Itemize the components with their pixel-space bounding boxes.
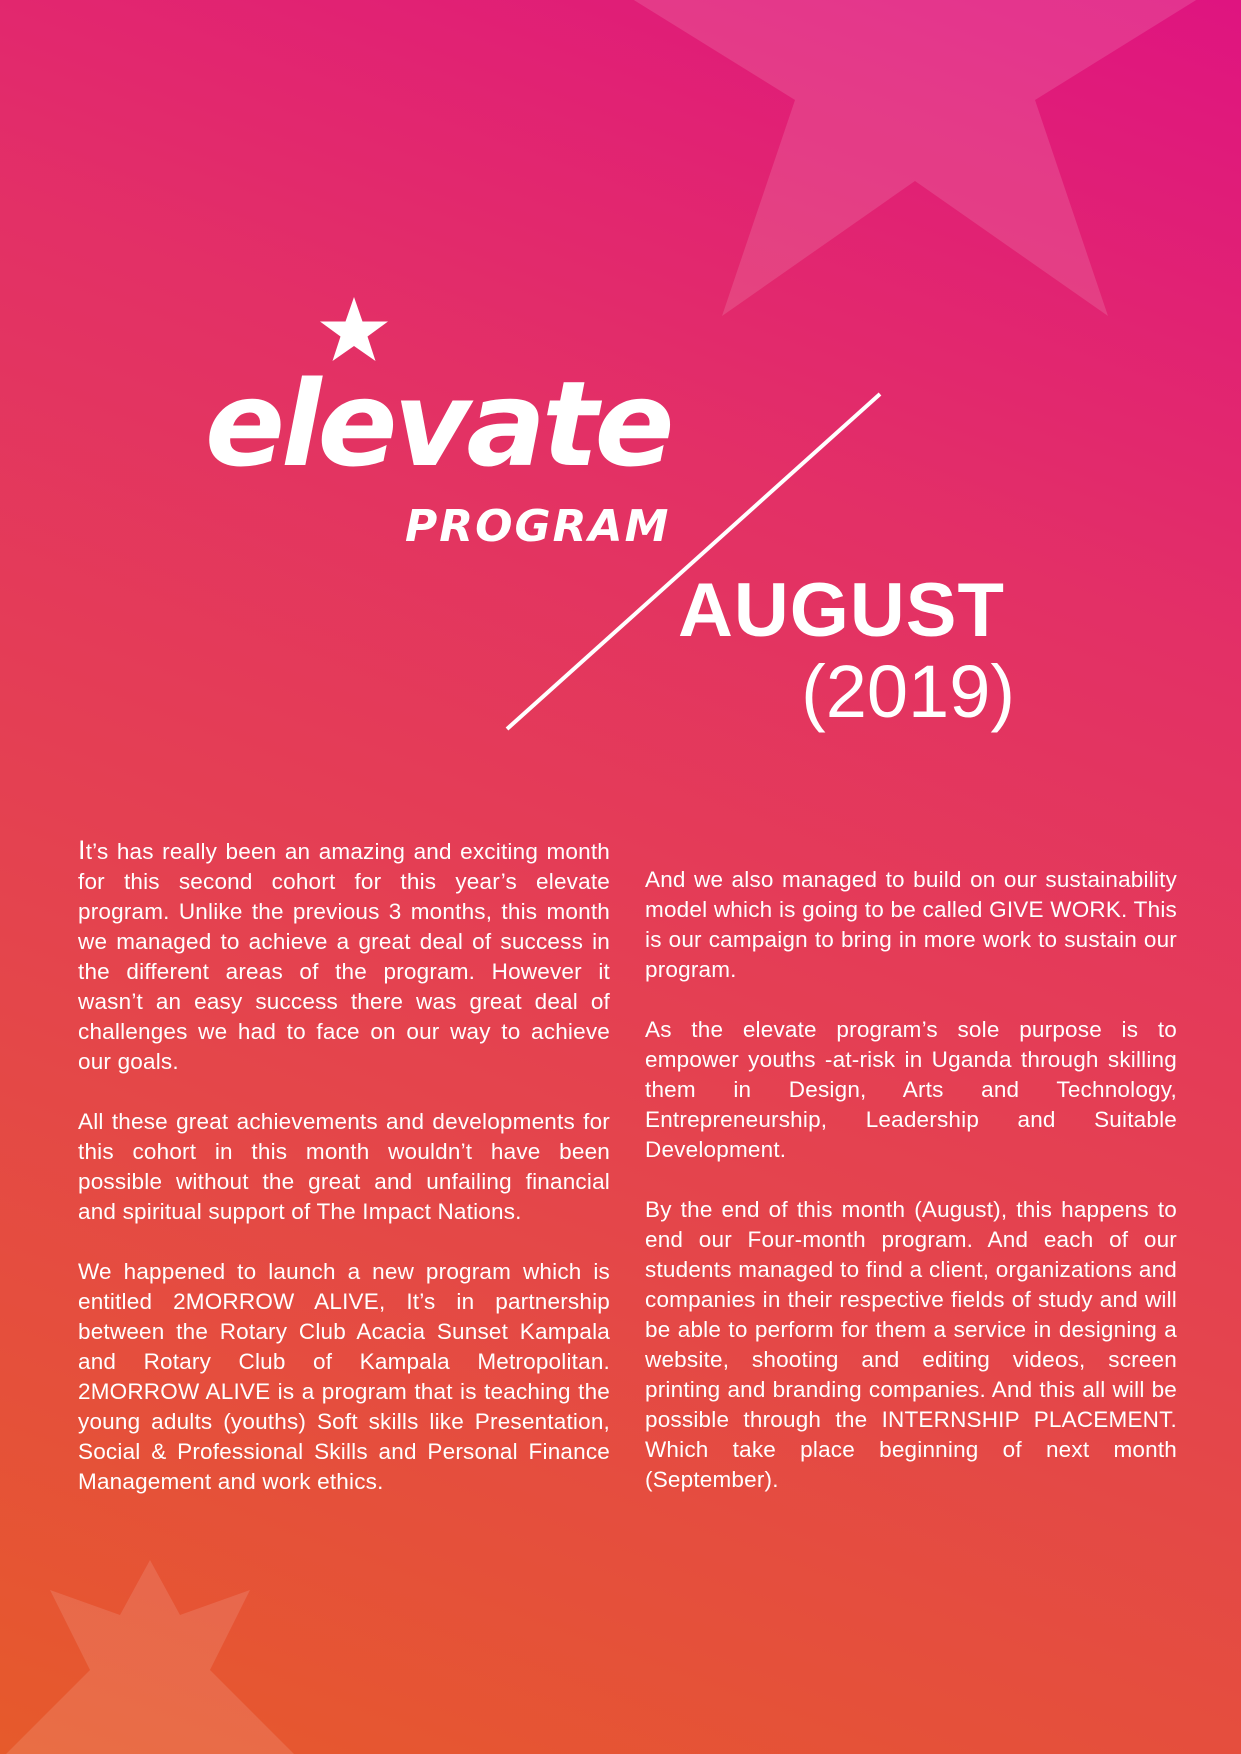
logo-subtitle: PROGRAM [405,501,671,552]
diagonal-divider [0,0,1241,760]
issue-year: (2019) [801,650,1015,733]
paragraph: It’s has really been an amazing and exciting month for this second cohort for this year’s elevate program. Unlike the previous 3 months, this month we managed to achieve a great deal of success in the different areas of the program. However it wasn’t an easy success there was great deal of challenges we had to face on our way to achieve our goals. [78,835,610,1074]
right-column [645,865,1177,1525]
logo-wordmark: elevate [205,355,671,493]
paragraph: All these great achievements and developments for this cohort in this month wouldn’t have been possible without the great and unfailing financial and spiritual support of The Impact Nations. [78,1109,610,1224]
paragraph: And we also managed to build on our sustainability model which is going to be called GIVE WORK. This is our campaign to bring in more work to sustain our program. [645,867,1177,982]
drop-cap: I [78,835,86,865]
background-star-icon [0,1560,360,1754]
left-column [78,835,610,1527]
issue-month: AUGUST [678,568,1005,653]
paragraph: We happened to launch a new program which is entitled 2MORROW ALIVE, It’s in partnership between the Rotary Club Acacia Sunset Kampala and Rotary Club of Kampala Metropolitan. 2MORROW ALIVE is a program that is teaching the young adults (youths) Soft skills like Presentation, Social & Professional Skills and Personal Finance Management and work ethics. [78,1259,610,1494]
paragraph: As the elevate program’s sole purpose is to empower youths -at-risk in Uganda through skilling them in Design, Arts and Technology, Entrepreneurship, Leadership and Suitable Development. [645,1017,1177,1162]
paragraph: By the end of this month (August), this happens to end our Four-month program. And each of our students managed to find a client, organizations and companies in their respective fields of study and will be able to perform for them a service in designing a website, shooting and editing videos, screen printing and branding companies. And this all will be possible through the INTERNSHIP PLACEMENT. Which take place beginning of next month (September). [645,1197,1177,1492]
